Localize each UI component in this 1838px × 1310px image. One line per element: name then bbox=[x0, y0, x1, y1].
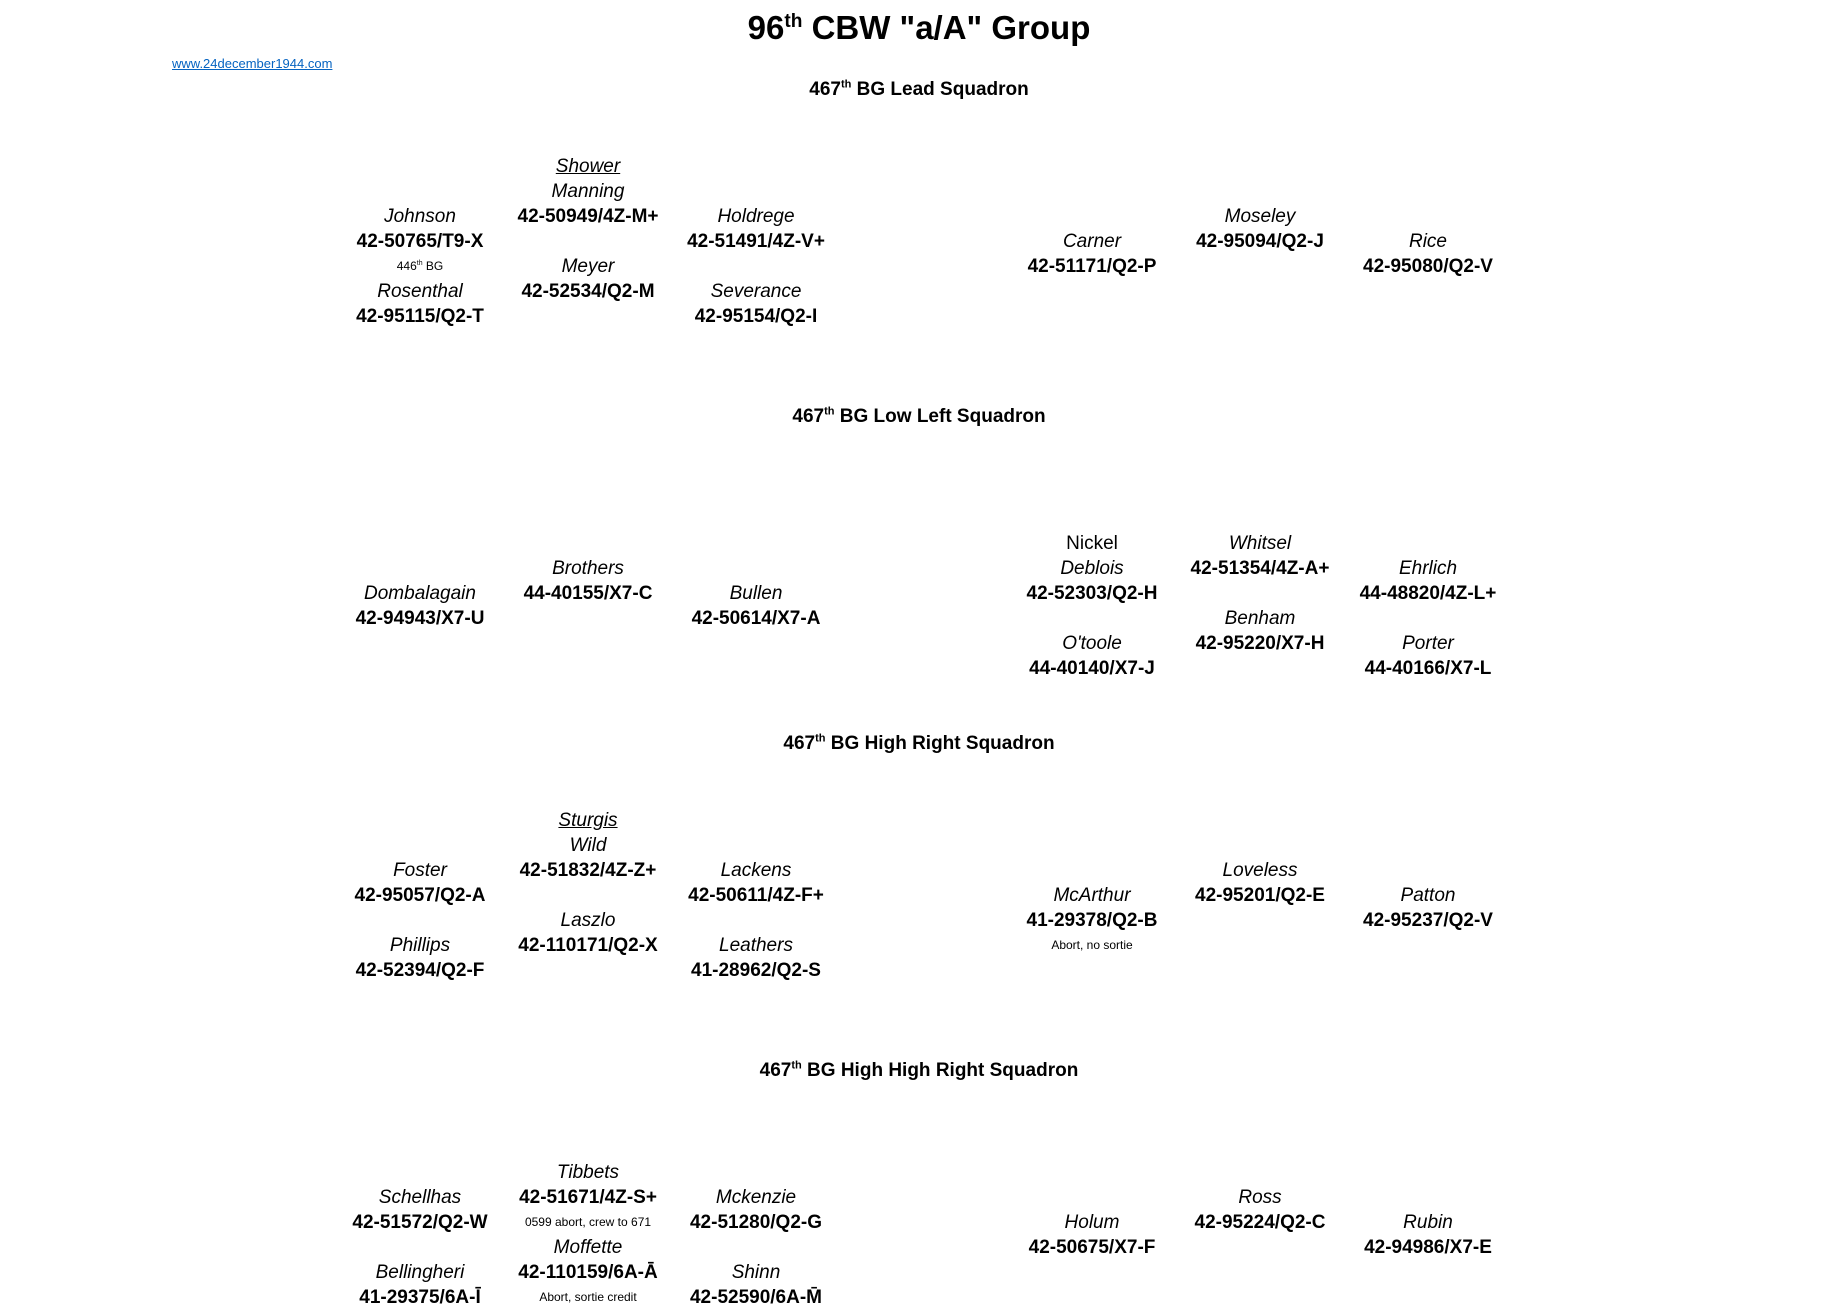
aircraft-serial: 42-51280/Q2-G bbox=[689, 1212, 823, 1233]
aircraft-serial: 42-51491/4Z-V+ bbox=[687, 231, 825, 252]
aircraft-position bbox=[656, 204, 856, 329]
aircraft-position bbox=[1328, 556, 1528, 681]
pilot-name: Holdrege bbox=[717, 206, 795, 227]
pilot-name: Severance bbox=[710, 281, 802, 302]
aircraft-serial: 42-52590/6A-M̄ bbox=[689, 1287, 823, 1308]
aircraft-serial: 42-110171/Q2-X bbox=[518, 935, 658, 956]
squadron-heading: 467th BG High Right Squadron bbox=[783, 732, 1055, 754]
pilot-name: Ehrlich bbox=[1398, 558, 1458, 579]
aircraft-serial: 42-51671/4Z-S+ bbox=[519, 1187, 657, 1208]
aircraft-serial: 42-95057/Q2-A bbox=[354, 885, 486, 906]
aircraft-serial: 41-29378/Q2-B bbox=[1026, 910, 1158, 931]
spacer bbox=[320, 1235, 520, 1260]
aircraft-position bbox=[656, 858, 856, 983]
aircraft-serial: 44-40166/X7-L bbox=[1364, 658, 1492, 679]
aircraft-serial: 42-52394/Q2-F bbox=[355, 960, 485, 981]
pilot-name: Deblois bbox=[1060, 558, 1124, 579]
aircraft-serial: 42-95154/Q2-I bbox=[694, 306, 818, 327]
aircraft-serial: 42-94986/X7-E bbox=[1364, 1237, 1492, 1258]
pilot-name: McArthur bbox=[1053, 885, 1131, 906]
aircraft-serial: 42-51832/4Z-Z+ bbox=[519, 860, 657, 881]
pilot-name: Leathers bbox=[719, 935, 793, 956]
pilot-name: Benham bbox=[1224, 608, 1296, 629]
pilot-name: Rosenthal bbox=[377, 281, 463, 302]
aircraft-position bbox=[656, 1185, 856, 1310]
pilot-name: Schellhas bbox=[378, 1187, 462, 1208]
aircraft-position bbox=[992, 229, 1192, 279]
aircraft-position bbox=[1328, 883, 1528, 933]
aircraft-serial: 42-110159/6A-Ā bbox=[518, 1262, 658, 1283]
pilot-name: Moseley bbox=[1224, 206, 1296, 227]
status-note: Abort, no sortie bbox=[1051, 938, 1133, 952]
pilot-name: Patton bbox=[1400, 885, 1456, 906]
spacer bbox=[1328, 606, 1528, 631]
pilot-name: Moffette bbox=[553, 1237, 623, 1258]
squadron-heading: 467th BG High High Right Squadron bbox=[759, 1059, 1079, 1081]
aircraft-serial: 42-95115/Q2-T bbox=[356, 306, 484, 327]
pilot-name: Manning bbox=[551, 181, 625, 202]
pilot-name: Brothers bbox=[552, 558, 624, 579]
pilot-name: Mckenzie bbox=[715, 1187, 797, 1208]
pilot-name: Holum bbox=[1064, 1212, 1120, 1233]
website-link[interactable]: www.24december1944.com bbox=[172, 56, 333, 71]
pilot-name: O'toole bbox=[1062, 633, 1122, 654]
pilot-name: Foster bbox=[393, 860, 447, 881]
pilot-name: Wild bbox=[569, 835, 607, 856]
aircraft-position bbox=[656, 581, 856, 631]
aircraft-serial: 44-40155/X7-C bbox=[523, 583, 653, 604]
pilot-name: Whitsel bbox=[1228, 533, 1292, 554]
spacer bbox=[656, 254, 856, 279]
aircraft-position bbox=[1328, 229, 1528, 279]
group-note: 446th BG bbox=[396, 259, 444, 273]
status-note: Abort, sortie credit bbox=[539, 1290, 637, 1304]
aircraft-serial: 42-95201/Q2-E bbox=[1195, 885, 1325, 906]
pilot-name: Carner bbox=[1062, 231, 1122, 252]
aircraft-serial: 41-29375/6A-Ī bbox=[359, 1287, 481, 1308]
aircraft-serial: 42-51171/Q2-P bbox=[1027, 256, 1157, 277]
aircraft-position bbox=[320, 858, 520, 983]
pilot-name: Loveless bbox=[1222, 860, 1298, 881]
aircraft-serial: 42-50765/T9-X bbox=[356, 231, 484, 252]
pilot-name: Tibbets bbox=[556, 1162, 620, 1183]
pilot-name: Dombalagain bbox=[364, 583, 476, 604]
aircraft-position bbox=[992, 883, 1192, 958]
page-title: 96th CBW "a/A" Group bbox=[747, 9, 1091, 46]
aircraft-serial: 42-95237/Q2-V bbox=[1363, 910, 1493, 931]
pilot-name: Shinn bbox=[731, 1262, 781, 1283]
aircraft-serial: 42-50949/4Z-M+ bbox=[517, 206, 659, 227]
pilot-name: Johnson bbox=[384, 206, 456, 227]
pilot-name: Bellingheri bbox=[375, 1262, 465, 1283]
lead-pilot-name: Shower bbox=[555, 156, 621, 177]
aircraft-position bbox=[320, 581, 520, 631]
aircraft-position bbox=[992, 1210, 1192, 1260]
aircraft-serial: 42-52534/Q2-M bbox=[521, 281, 655, 302]
pilot-name: Porter bbox=[1402, 633, 1454, 654]
aircraft-position bbox=[320, 1185, 520, 1310]
pilot-name: Meyer bbox=[561, 256, 615, 277]
squadron-heading: 467th BG Lead Squadron bbox=[809, 78, 1029, 100]
pilot-name: Ross bbox=[1238, 1187, 1282, 1208]
pilot-name: Rubin bbox=[1403, 1212, 1453, 1233]
aircraft-serial: 44-40140/X7-J bbox=[1029, 658, 1155, 679]
squadron-heading: 467th BG Low Left Squadron bbox=[792, 405, 1046, 427]
aircraft-serial: 42-95220/X7-H bbox=[1195, 633, 1325, 654]
status-note: 0599 abort, crew to 671 bbox=[524, 1215, 652, 1229]
aircraft-position bbox=[1328, 1210, 1528, 1260]
aircraft-serial: 42-51572/Q2-W bbox=[352, 1212, 488, 1233]
aircraft-serial: 42-95080/Q2-V bbox=[1363, 256, 1493, 277]
pilot-name: Laszlo bbox=[560, 910, 616, 931]
aircraft-serial: 42-51354/4Z-A+ bbox=[1190, 558, 1330, 579]
pilot-name: Lackens bbox=[720, 860, 792, 881]
aircraft-serial: 41-28962/Q2-S bbox=[691, 960, 821, 981]
spacer bbox=[656, 908, 856, 933]
aircraft-serial: 42-95224/Q2-C bbox=[1194, 1212, 1326, 1233]
pilot-name: Phillips bbox=[389, 935, 451, 956]
aircraft-position bbox=[320, 204, 520, 329]
pilot-name: Nickel bbox=[1066, 533, 1118, 554]
aircraft-serial: 42-95094/Q2-J bbox=[1196, 231, 1324, 252]
aircraft-serial: 42-50614/X7-A bbox=[691, 608, 821, 629]
aircraft-serial: 42-94943/X7-U bbox=[355, 608, 485, 629]
aircraft-serial: 42-50675/X7-F bbox=[1028, 1237, 1156, 1258]
spacer bbox=[320, 908, 520, 933]
aircraft-serial: 42-50611/4Z-F+ bbox=[688, 885, 824, 906]
pilot-name: Rice bbox=[1408, 231, 1447, 252]
spacer bbox=[656, 1235, 856, 1260]
aircraft-serial: 44-48820/4Z-L+ bbox=[1359, 583, 1497, 604]
pilot-name: Bullen bbox=[729, 583, 783, 604]
aircraft-serial: 42-52303/Q2-H bbox=[1026, 583, 1158, 604]
lead-pilot-name: Sturgis bbox=[558, 810, 618, 831]
